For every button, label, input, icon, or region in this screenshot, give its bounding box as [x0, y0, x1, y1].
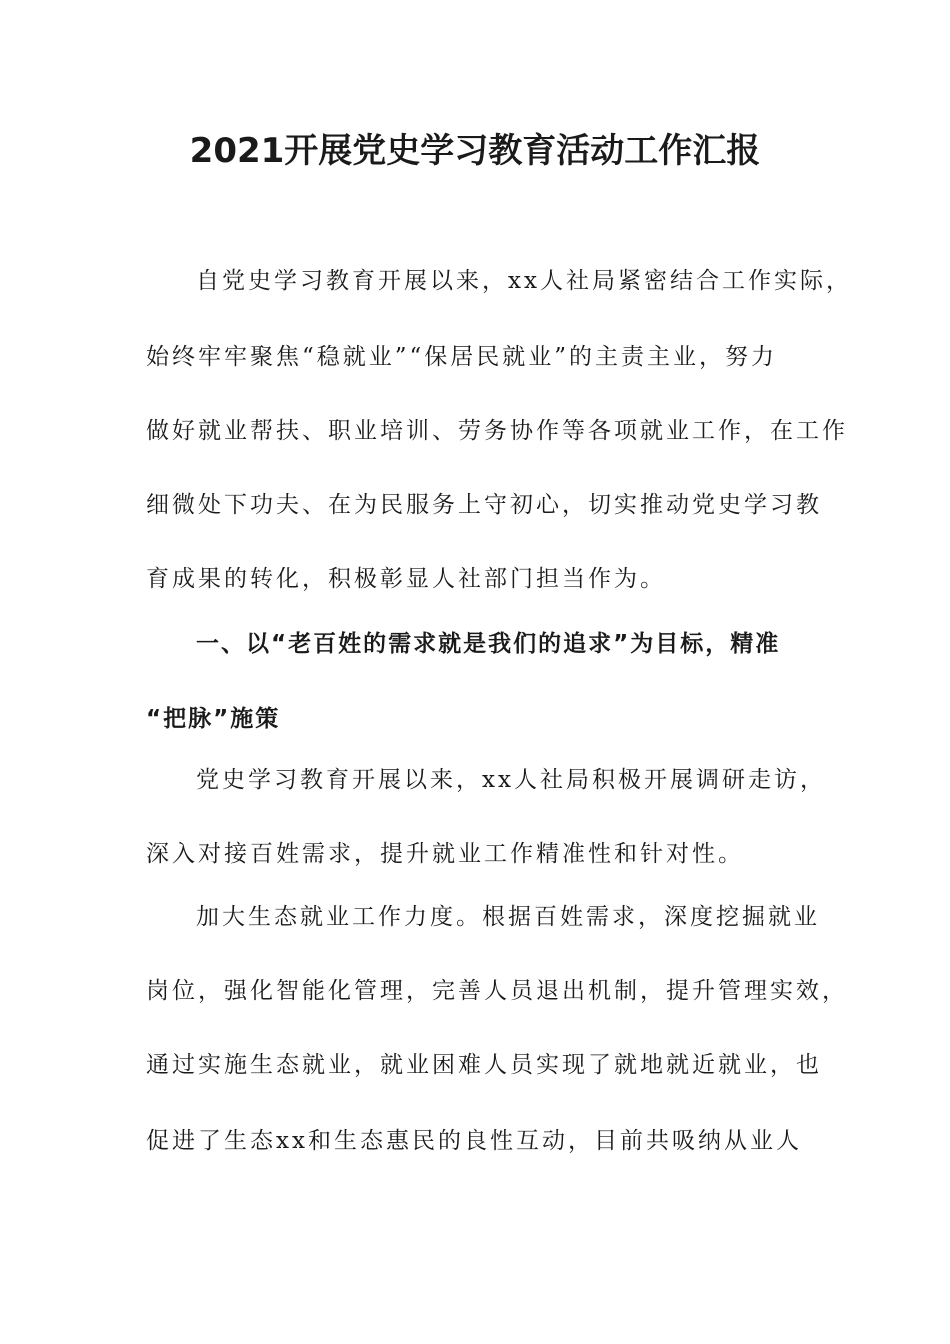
paragraph-line: 自党史学习教育开展以来，xx人社局紧密结合工作实际， — [196, 268, 852, 294]
paragraph-line: 通过实施生态就业，就业困难人员实现了就地就近就业，也 — [146, 1052, 822, 1078]
section-heading-line: 一、以“老百姓的需求就是我们的追求”为目标，精准 — [196, 631, 781, 657]
section-heading-line: “把脉”施策 — [146, 706, 281, 732]
paragraph-line: 促进了生态xx和生态惠民的良性互动，目前共吸纳从业人 — [146, 1128, 802, 1154]
paragraph-line: 育成果的转化，积极彰显人社部门担当作为。 — [146, 566, 666, 592]
document-title: 2021开展党史学习教育活动工作汇报 — [189, 131, 761, 171]
paragraph-line: 深入对接百姓需求，提升就业工作精准性和针对性。 — [146, 841, 744, 867]
paragraph-line: 细微处下功夫、在为民服务上守初心，切实推动党史学习教 — [146, 492, 822, 518]
paragraph-line: 党史学习教育开展以来，xx人社局积极开展调研走访， — [196, 767, 826, 793]
paragraph-line: 始终牢牢聚焦“稳就业”“保居民就业”的主责主业，努力 — [146, 344, 778, 370]
paragraph-line: 加大生态就业工作力度。根据百姓需求，深度挖掘就业 — [196, 904, 820, 930]
paragraph-line: 做好就业帮扶、职业培训、劳务协作等各项就业工作，在工作 — [146, 418, 848, 444]
paragraph-line: 岗位，强化智能化管理，完善人员退出机制，提升管理实效， — [146, 978, 848, 1004]
